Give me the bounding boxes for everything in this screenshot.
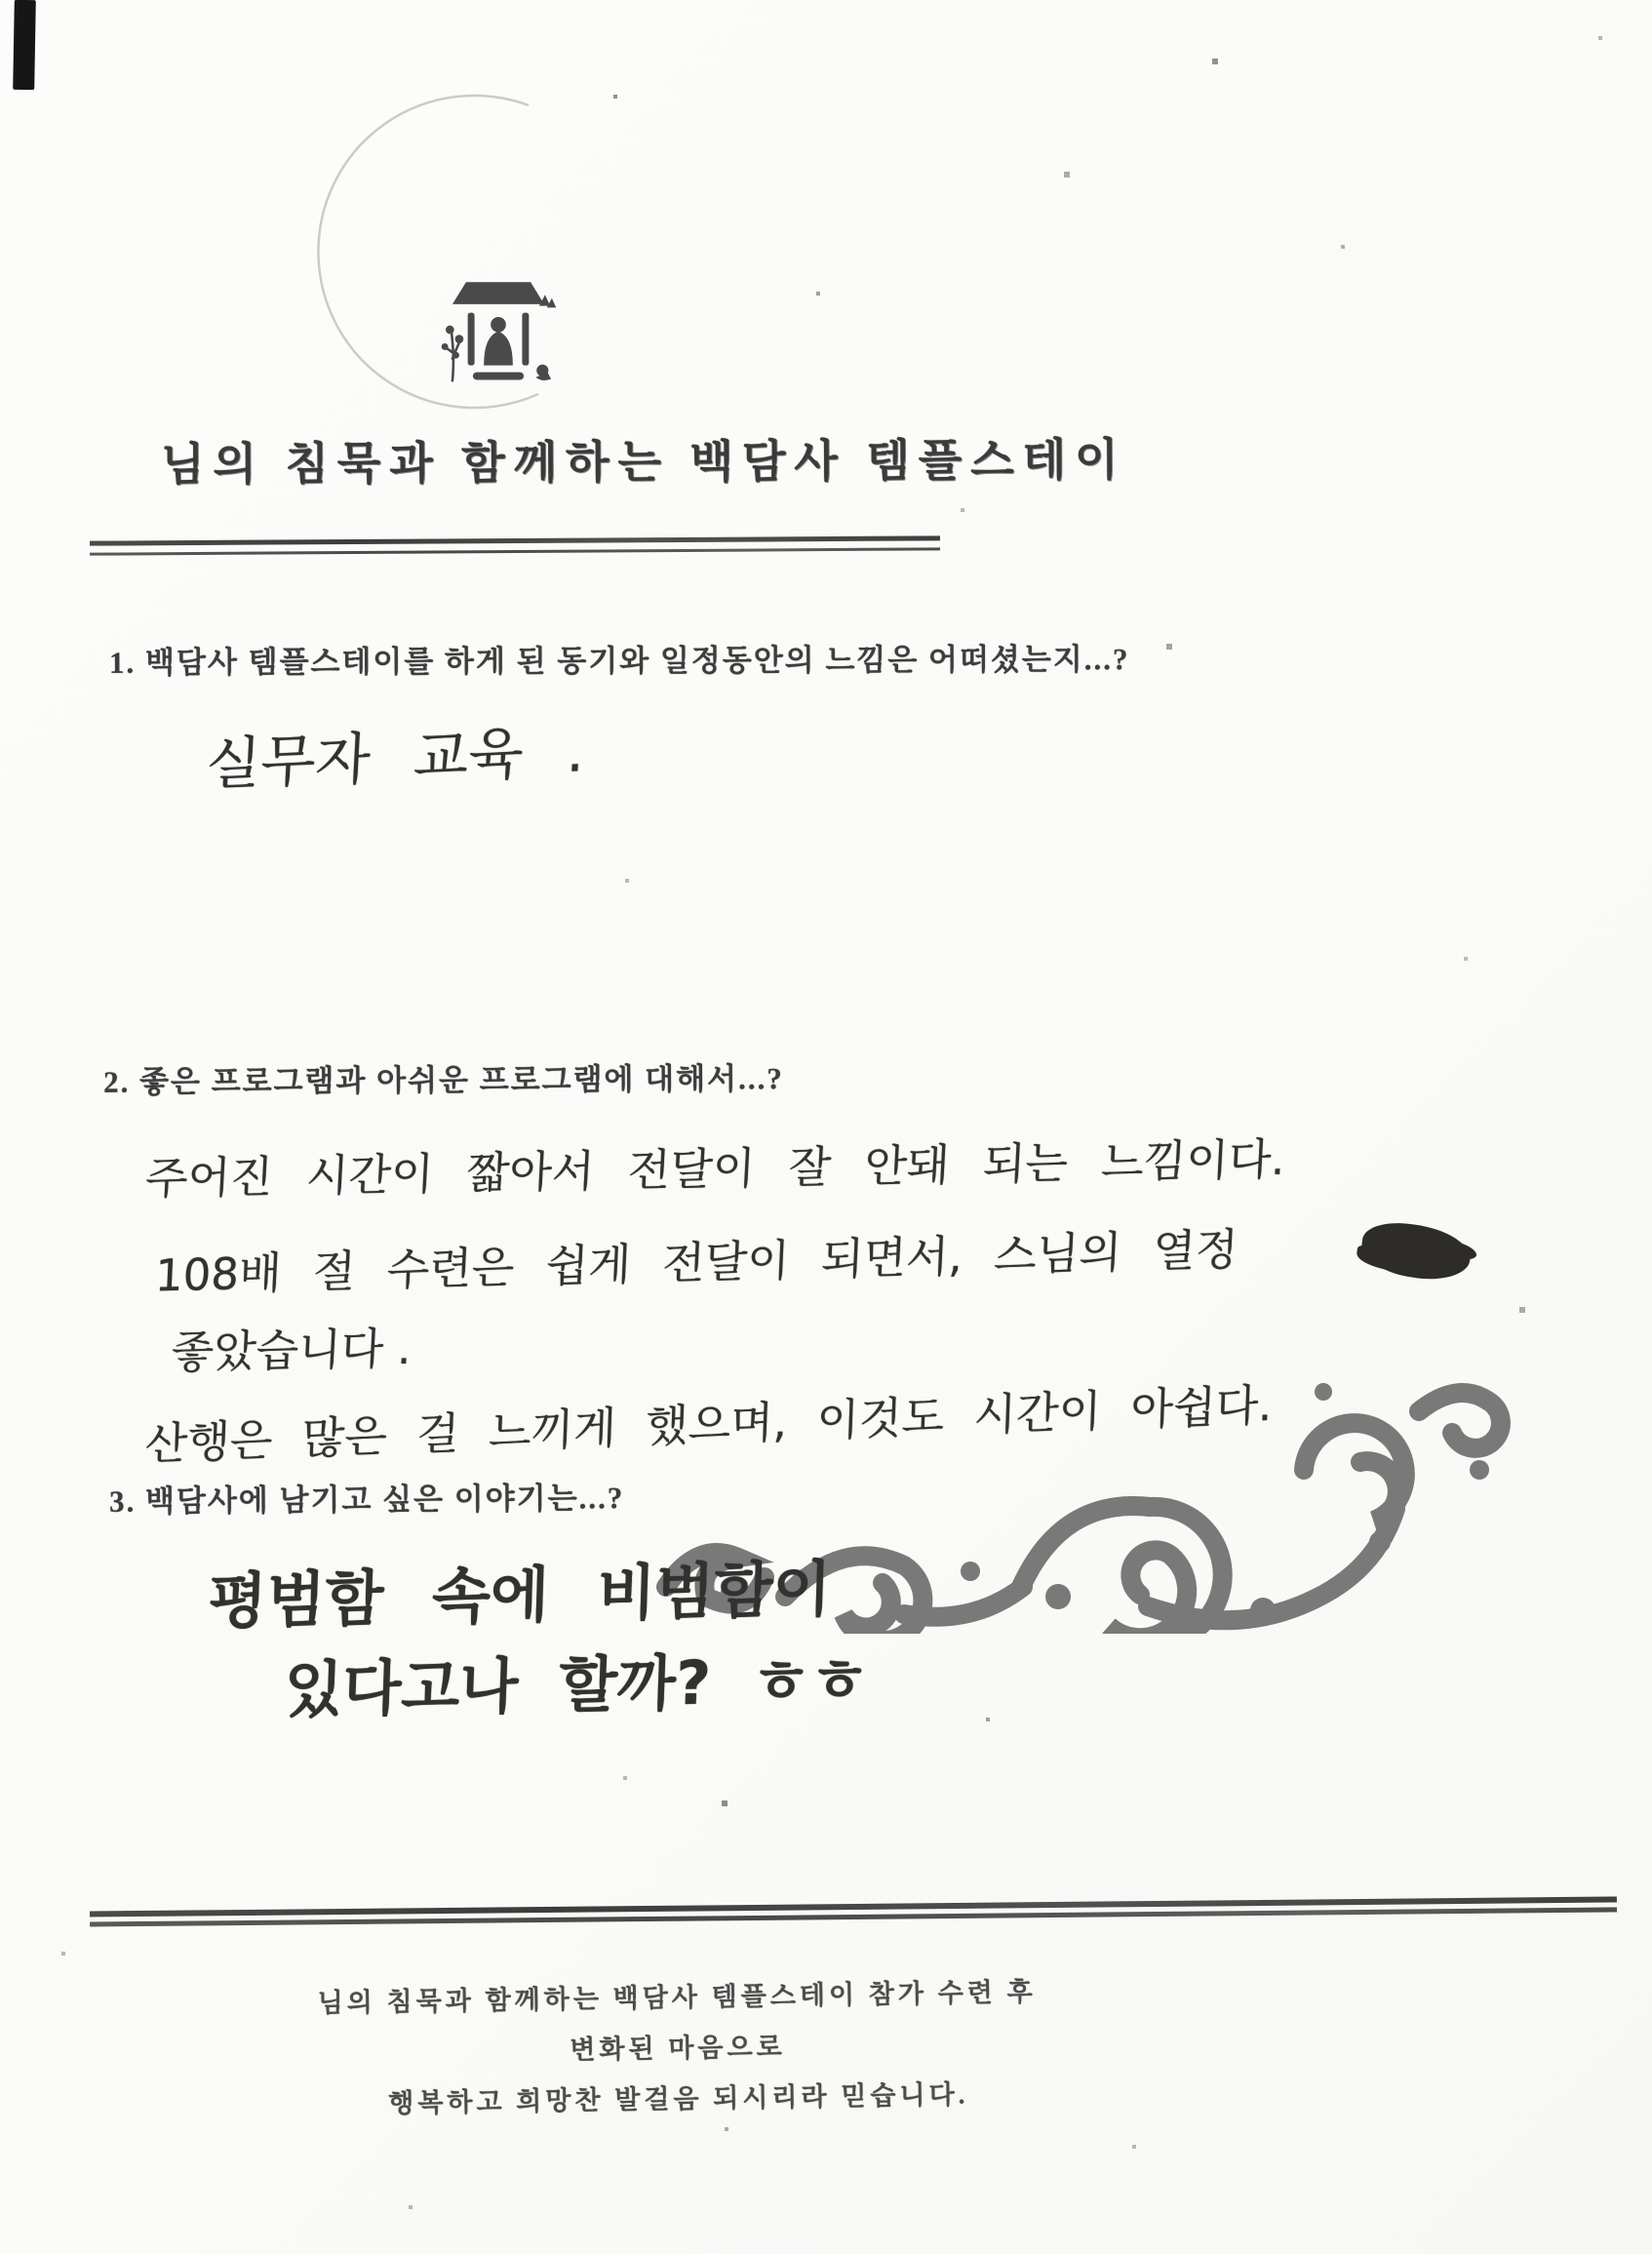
form-title: 님의 침묵과 함께하는 백담사 템플스테이 [160, 434, 1127, 490]
divider-line-thin [90, 547, 940, 555]
question-2-text: 좋은 프로그램과 아쉬운 프로그램에 대해서...? [138, 1061, 784, 1099]
ink-scribble-blotch [1358, 1218, 1474, 1284]
question-2-number: 2. [102, 1064, 131, 1099]
footer-message [136, 1963, 1220, 2132]
question-3-text: 백담사에 남기고 싶은 이야기는...? [144, 1481, 625, 1519]
title-divider [90, 535, 940, 555]
temple-buddha-logo-icon [439, 275, 558, 398]
answer-3-line-1: 평범함 속에 비범함이 [207, 1553, 833, 1638]
scan-edge-artifact [13, 0, 36, 90]
footer-line-1: 님의 침묵과 함께하는 백담사 템플스테이 참가 수련 후 [317, 1977, 1037, 2018]
question-3 [109, 1473, 625, 1521]
divider-line-thick [90, 535, 940, 545]
answer-1-line-1: 실무자 교육 . [204, 718, 587, 798]
question-1-number: 1. [108, 645, 137, 680]
answer-2-line-1: 주어진 시간이 짧아서 전달이 잘 안돼 되는 느낌이다. [143, 1132, 1287, 1206]
footer-divider [90, 1896, 1617, 1926]
answer-2-line-3: 좋았습니다 . [170, 1322, 413, 1379]
question-3-number: 3. [108, 1483, 137, 1519]
footer-line-3: 행복하고 희망찬 발걸음 되시리라 믿습니다. [387, 2079, 969, 2118]
answer-2-line-4: 산행은 많은 걸 느끼게 했으며, 이것도 시간이 아쉽다. [143, 1378, 1274, 1471]
answer-3-line-2: 있다고나 할까? ㅎㅎ [283, 1643, 870, 1726]
answer-2-line-2: 108배 절 수련은 쉽게 전달이 되면서, 스님의 열정 [153, 1223, 1239, 1302]
scan-noise-specks [0, 0, 2, 2]
question-1 [109, 634, 1130, 682]
question-1-text: 백담사 템플스테이를 하게 된 동기와 일정동안의 느낌은 어떠셨는지...? [144, 642, 1130, 680]
question-2 [103, 1053, 784, 1101]
footer-line-2: 변화된 마음으로 [570, 2032, 786, 2065]
